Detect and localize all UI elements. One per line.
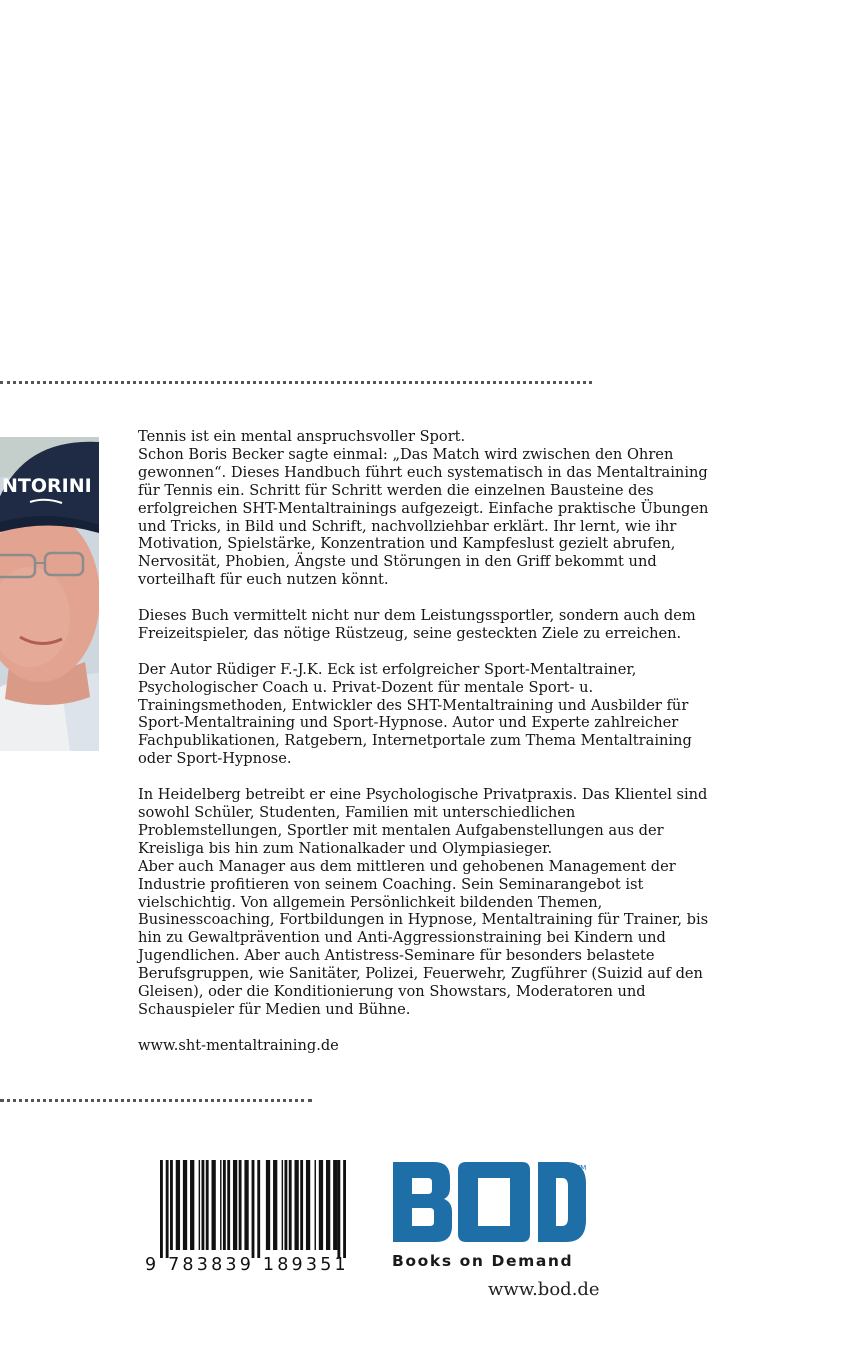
isbn-barcode <box>160 1160 346 1258</box>
barcode-bar <box>333 1160 337 1250</box>
divider-bottom <box>0 1099 312 1102</box>
bod-logo-mark <box>393 1162 586 1242</box>
barcode-bar <box>289 1160 292 1250</box>
barcode-bar <box>201 1160 204 1250</box>
back-cover-description <box>138 428 713 1073</box>
description-paragraph-1: Tennis ist ein mental anspruchsvoller Sport. Schon Boris Becker sagte einmal: „Das Match wird zwischen den Ohren gewonnen“. Dieses Handbuch führt euch systematisch in das Mentaltraining für Tennis ein. Schritt für Schritt werden die einzelnen Bausteine des erfolgreichen SHT-Mentaltrainings aufgezeigt. Einfache praktische Übungen und Tricks, in Bild und Schrift, nachvollziehbar erklärt. Ihr lernt, wie ihr Motivation, Spielstärke, Konzentration und Kampfeslust gezielt abrufen, Nervosität, Phobien, Ängste und Störungen in den Griff bekommt und vorteilhaft für euch nutzen könnt. <box>138 428 709 589</box>
barcode-bar <box>212 1160 216 1250</box>
barcode-bar <box>252 1160 255 1258</box>
description-paragraph-2: Dieses Buch vermittelt nicht nur dem Leistungssportler, sondern auch dem Freizeitspieler, das nötige Rüstzeug, seine gesteckten Ziele zu erreichen. <box>138 607 696 642</box>
barcode-bar <box>199 1160 200 1250</box>
bod-tagline: Books on Demand <box>392 1252 574 1270</box>
publisher-website-link[interactable]: www.bod.de <box>488 1279 600 1300</box>
barcode-bar <box>343 1160 346 1258</box>
barcode-bar <box>206 1160 209 1250</box>
barcode-bar <box>319 1160 323 1250</box>
barcode-bar <box>190 1160 194 1250</box>
barcode-bar <box>166 1160 169 1258</box>
barcode-bar <box>183 1160 187 1250</box>
barcode-bar <box>300 1160 303 1250</box>
barcode-bar <box>170 1160 173 1250</box>
barcode-bar <box>273 1160 277 1250</box>
barcode-bar <box>160 1160 163 1258</box>
author-photo-image <box>0 437 99 751</box>
author-photo <box>0 437 99 751</box>
barcode-bar <box>220 1160 221 1250</box>
barcode-bar <box>284 1160 287 1250</box>
description-paragraph-3: Der Autor Rüdiger F.-J.K. Eck ist erfolgreicher Sport-Mentaltrainer, Psychologischer Coach u. Privat-Dozent für mentale Sport- u. Trainingsmethoden, Entwickler des SHT-Mentaltraining und Ausbilder für Sport-Mentaltraining und Sport-Hypnose. Autor und Experte zahlreicher Fachpublikationen, Ratgebern, Internetportale zum Thema Mentaltraining oder Sport-Hypnose. <box>138 660 692 768</box>
barcode-bar <box>315 1160 316 1250</box>
description-paragraph-4: In Heidelberg betreibt er eine Psychologische Privatpraxis. Das Klientel sind sowohl Schüler, Studenten, Familien mit unterschiedlichen Problemstellungen, Sportler mit mentalen Aufgabenstellungen aus der Kreisliga bis hin zum Nationalkader und Olympiasieger. Aber auch Manager aus dem mittleren und gehobenen Management der Industrie profitieren von seinem Coaching. Sein Seminarangebot ist vielschichtig. Von allgemein Persönlichkeit bildenden Themen, Businesscoaching, Fortbildungen in Hypnose, Mentaltraining für Trainer, bis hin zu Gewaltprävention und Anti-Aggressionstraining bei Kindern und Jugendlichen. Aber auch Antistress-Seminare für besonders belastete Berufsgruppen, wie Sanitäter, Polizei, Feuerwehr, Zugführer (Suizid auf den Gleisen), oder die Konditionierung von Showstars, Moderatoren und Schauspieler für Medien und Bühne. <box>138 786 709 1018</box>
barcode-bar <box>306 1160 310 1250</box>
barcode-bar <box>282 1160 283 1250</box>
barcode-bar <box>294 1160 298 1250</box>
barcode-bar <box>337 1160 340 1258</box>
divider-top <box>0 381 592 384</box>
barcode-bar <box>176 1160 180 1250</box>
isbn-digits: 9 783839 189351 <box>145 1255 349 1275</box>
cap-text: NTORINI <box>2 475 92 497</box>
barcode-bar <box>257 1160 260 1258</box>
bod-logo <box>390 1160 590 1270</box>
barcode-bar <box>239 1160 242 1250</box>
trademark-symbol: TM <box>576 1164 587 1172</box>
author-website-link[interactable]: www.sht-mentaltraining.de <box>138 1036 339 1054</box>
barcode-bar <box>233 1160 237 1250</box>
barcode-bar <box>227 1160 230 1250</box>
barcode-bar <box>244 1160 248 1250</box>
barcode-bar <box>326 1160 330 1250</box>
barcode-bar <box>266 1160 270 1250</box>
barcode-bar <box>223 1160 226 1250</box>
